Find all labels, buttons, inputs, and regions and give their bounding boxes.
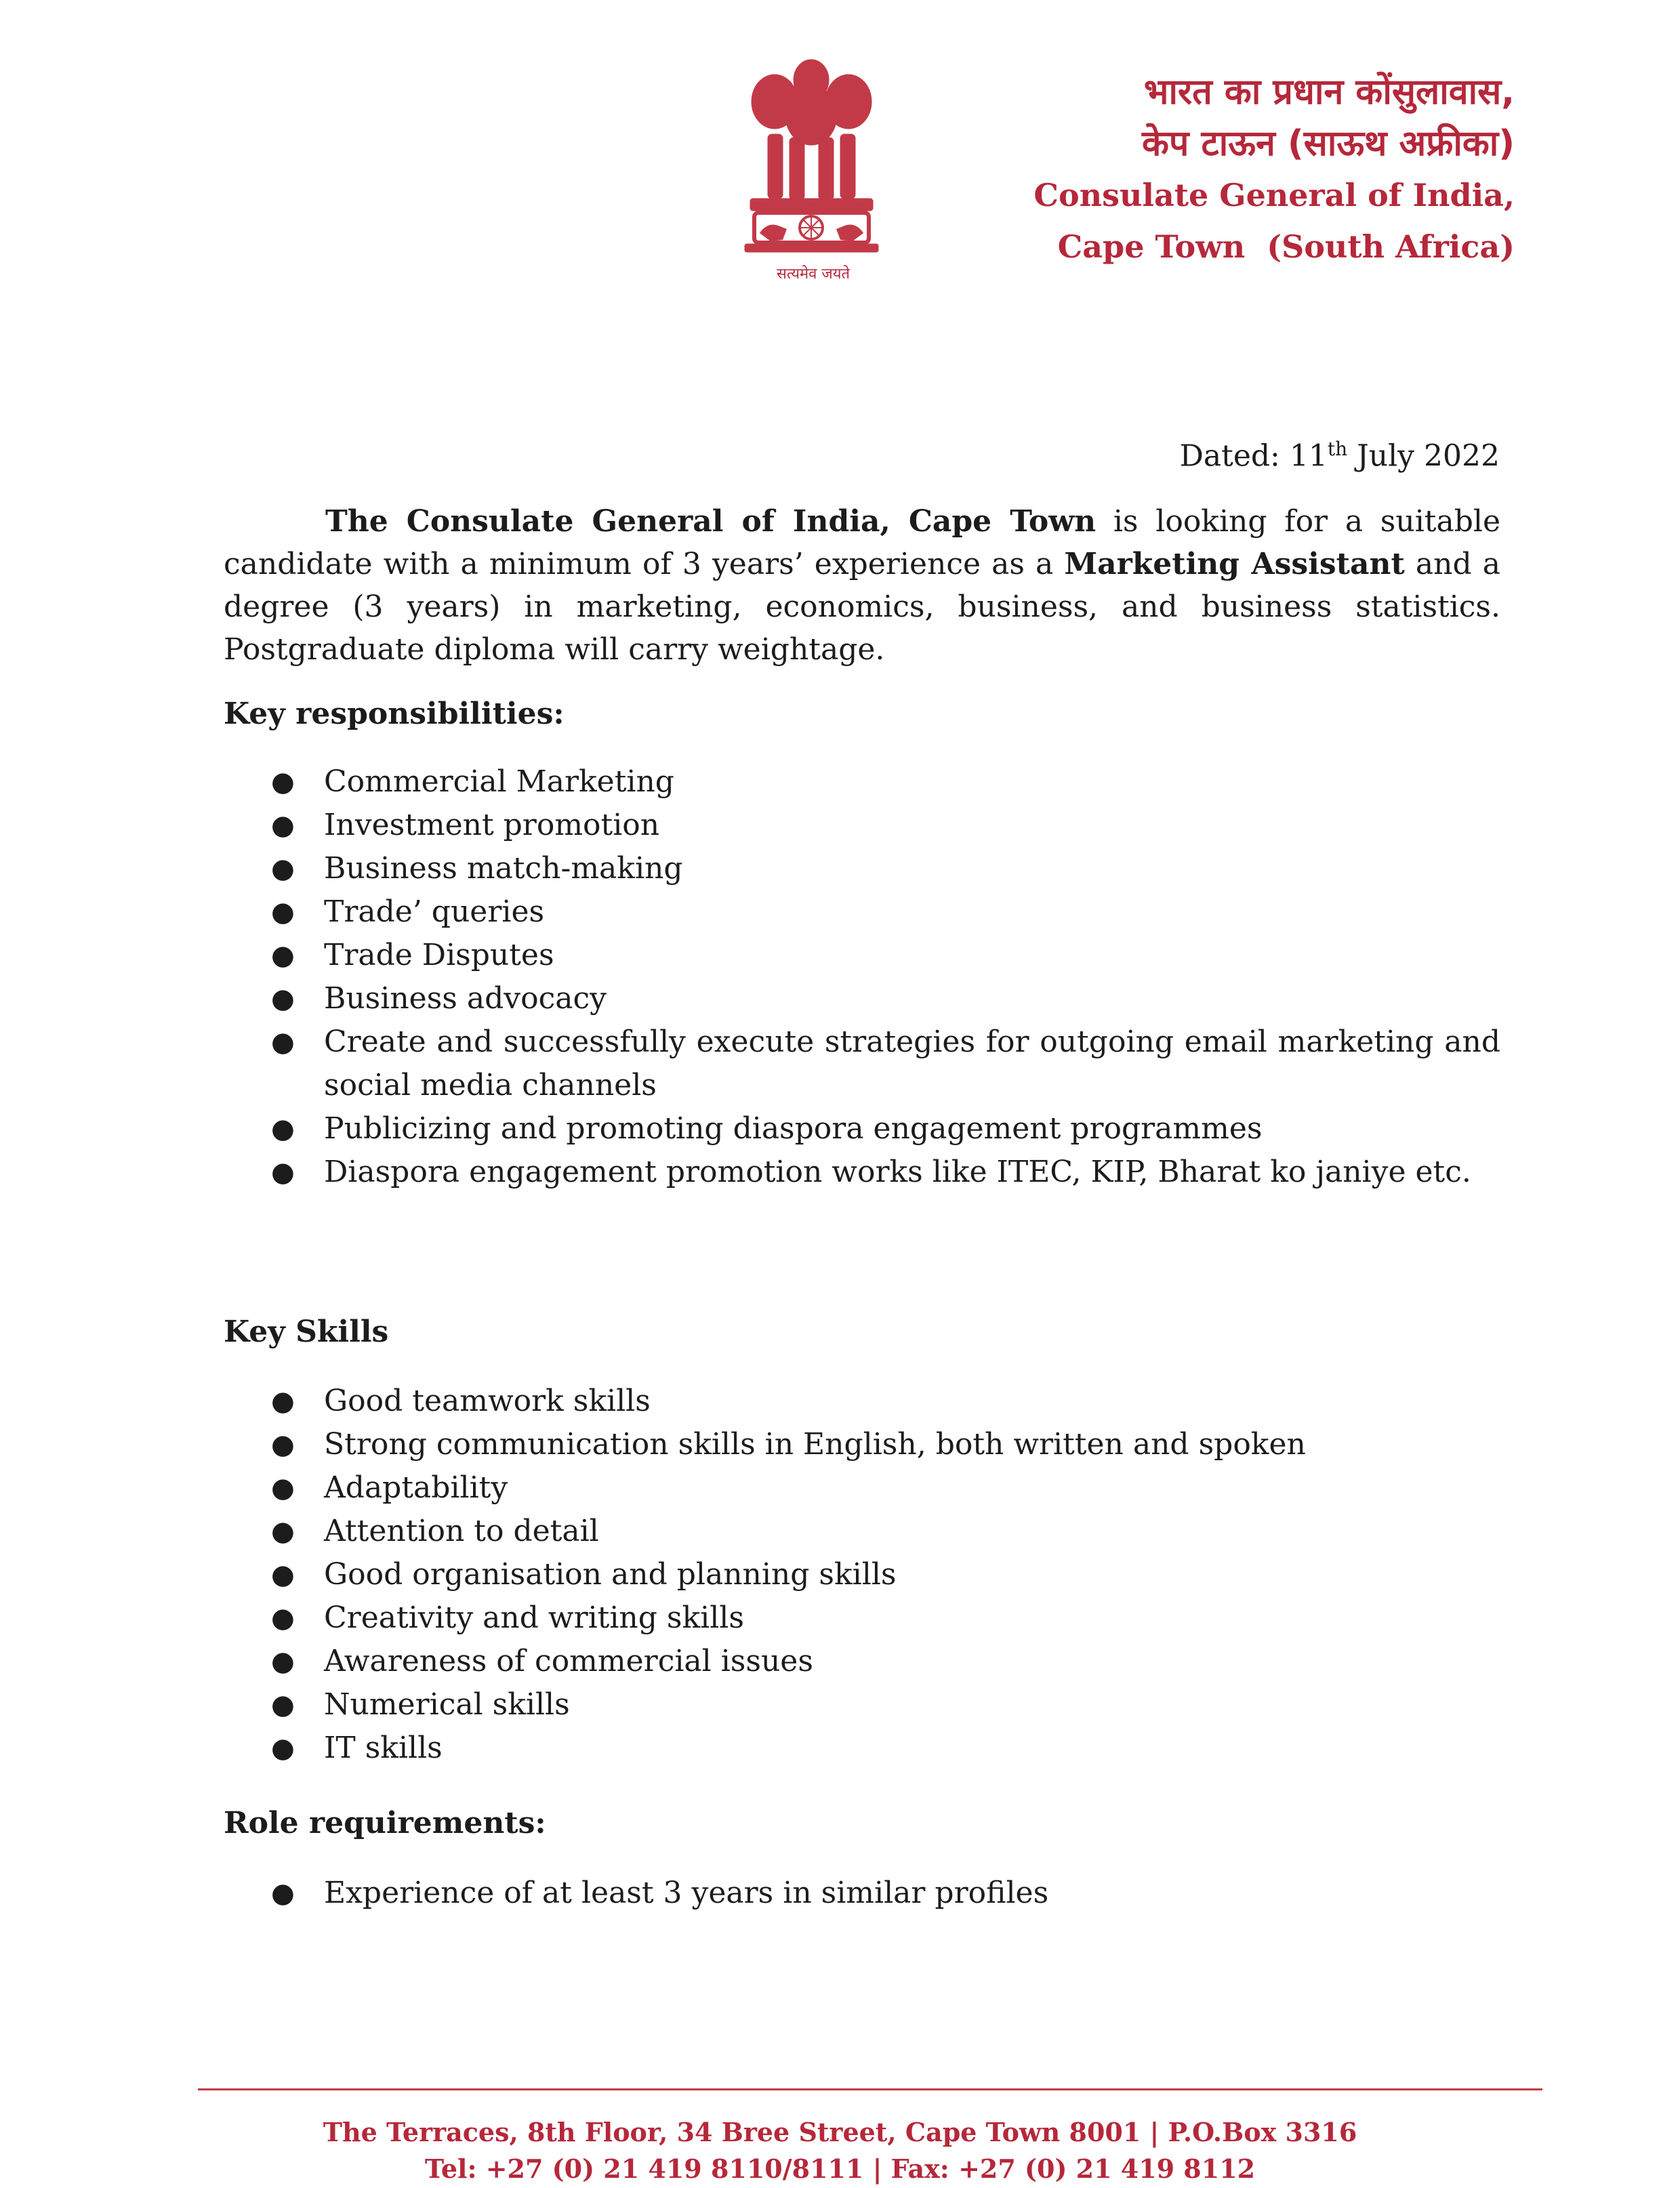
bullet-icon: ●	[271, 853, 295, 884]
list-item: ● Investment promotion	[224, 804, 1500, 847]
state-emblem-of-india-icon	[742, 53, 881, 287]
bullet-icon: ●	[271, 1646, 295, 1677]
intro-text-2: and a degree (3 years) in marketing, economics, business, and business statistics. Postgraduate diploma will carry weightage.	[224, 547, 1500, 667]
bullet-icon: ●	[271, 1386, 295, 1417]
letterhead-hindi-line-2: केप टाऊन (साऊथ अफ्रीका)	[1141, 123, 1515, 164]
list-item: ● Numerical skills	[224, 1683, 1500, 1727]
bullet-icon: ●	[271, 1603, 295, 1634]
letterhead-english-line-2: Cape Town (South Africa)	[1057, 228, 1515, 265]
requirements-heading: Role requirements:	[224, 1806, 546, 1840]
list-item: ● Good teamwork skills	[224, 1380, 1500, 1423]
list-item: ● Diaspora engagement promotion works like ITEC, KIP, Bharat ko janiye etc.	[224, 1151, 1500, 1194]
list-item: ● Creativity and writing skills	[224, 1596, 1500, 1640]
list-item: ● Business match-making	[224, 847, 1500, 890]
intro-paragraph	[224, 500, 1500, 671]
emblem-motto: सत्यमेव जयते	[776, 266, 851, 283]
bullet-icon: ●	[271, 1429, 295, 1460]
skills-list	[224, 1380, 1500, 1770]
bullet-icon: ●	[271, 1113, 295, 1144]
list-item: ● Good organisation and planning skills	[224, 1553, 1500, 1596]
bullet-icon: ●	[271, 1157, 295, 1188]
list-item: ● Trade’ queries	[224, 890, 1500, 934]
letterhead-hindi-line-1: भारत का प्रधान कोंसुलावास,	[1143, 72, 1515, 112]
role-name: Marketing Assistant	[1064, 547, 1405, 581]
bullet-icon: ●	[271, 896, 295, 928]
bullet-icon: ●	[271, 1878, 295, 1909]
date-label: Dated: 11	[1179, 438, 1328, 474]
skills-heading: Key Skills	[224, 1315, 389, 1349]
date-rest: July 2022	[1347, 438, 1500, 474]
list-item: ● Attention to detail	[224, 1510, 1500, 1553]
list-item: ● Commercial Marketing	[224, 760, 1500, 804]
list-item: ● IT skills	[224, 1727, 1500, 1770]
bullet-icon: ●	[271, 1516, 295, 1547]
list-item: ● Experience of at least 3 years in similar profiles	[224, 1872, 1500, 1915]
list-item: ● Awareness of commercial issues	[224, 1640, 1500, 1683]
bullet-icon: ●	[271, 1472, 295, 1504]
bullet-icon: ●	[271, 1027, 295, 1058]
list-item: ● Adaptability	[224, 1466, 1500, 1510]
org-name: The Consulate General of India, Cape Town	[325, 504, 1097, 539]
responsibilities-heading: Key responsibilities:	[224, 697, 565, 731]
bullet-icon: ●	[271, 1559, 295, 1590]
list-item: ● Strong communication skills in English, both written and spoken	[224, 1423, 1500, 1466]
letterhead-title	[1033, 66, 1515, 272]
footer-address: The Terraces, 8th Floor, 34 Bree Street, Cape Town 8001 | P.O.Box 3316	[323, 2117, 1357, 2147]
letter-date	[1180, 438, 1500, 474]
bullet-icon: ●	[271, 1689, 295, 1720]
list-item: ● Publicizing and promoting diaspora engagement programmes	[224, 1107, 1500, 1151]
list-item: ● Business advocacy	[224, 977, 1500, 1020]
responsibilities-list	[224, 760, 1500, 1194]
requirements-list	[224, 1872, 1500, 1915]
list-item: ● Create and successfully execute strategies for outgoing email marketing and social media channels	[224, 1020, 1500, 1107]
bullet-icon: ●	[271, 810, 295, 841]
list-item: ● Trade Disputes	[224, 934, 1500, 977]
bullet-icon: ●	[271, 1733, 295, 1764]
footer-phone: Tel: +27 (0) 21 419 8110/8111 | Fax: +27 (0) 21 419 8112	[424, 2153, 1256, 2184]
bullet-icon: ●	[271, 940, 295, 971]
bullet-icon: ●	[271, 983, 295, 1014]
letterhead-english-line-1: Consulate General of India,	[1033, 177, 1515, 213]
intro-text-1: is looking for a suitable candidate with a minimum of 3 years’ experience as a	[224, 504, 1500, 581]
footer-divider	[198, 2088, 1542, 2090]
date-ordinal: th	[1327, 438, 1348, 460]
bullet-icon: ●	[271, 766, 295, 798]
